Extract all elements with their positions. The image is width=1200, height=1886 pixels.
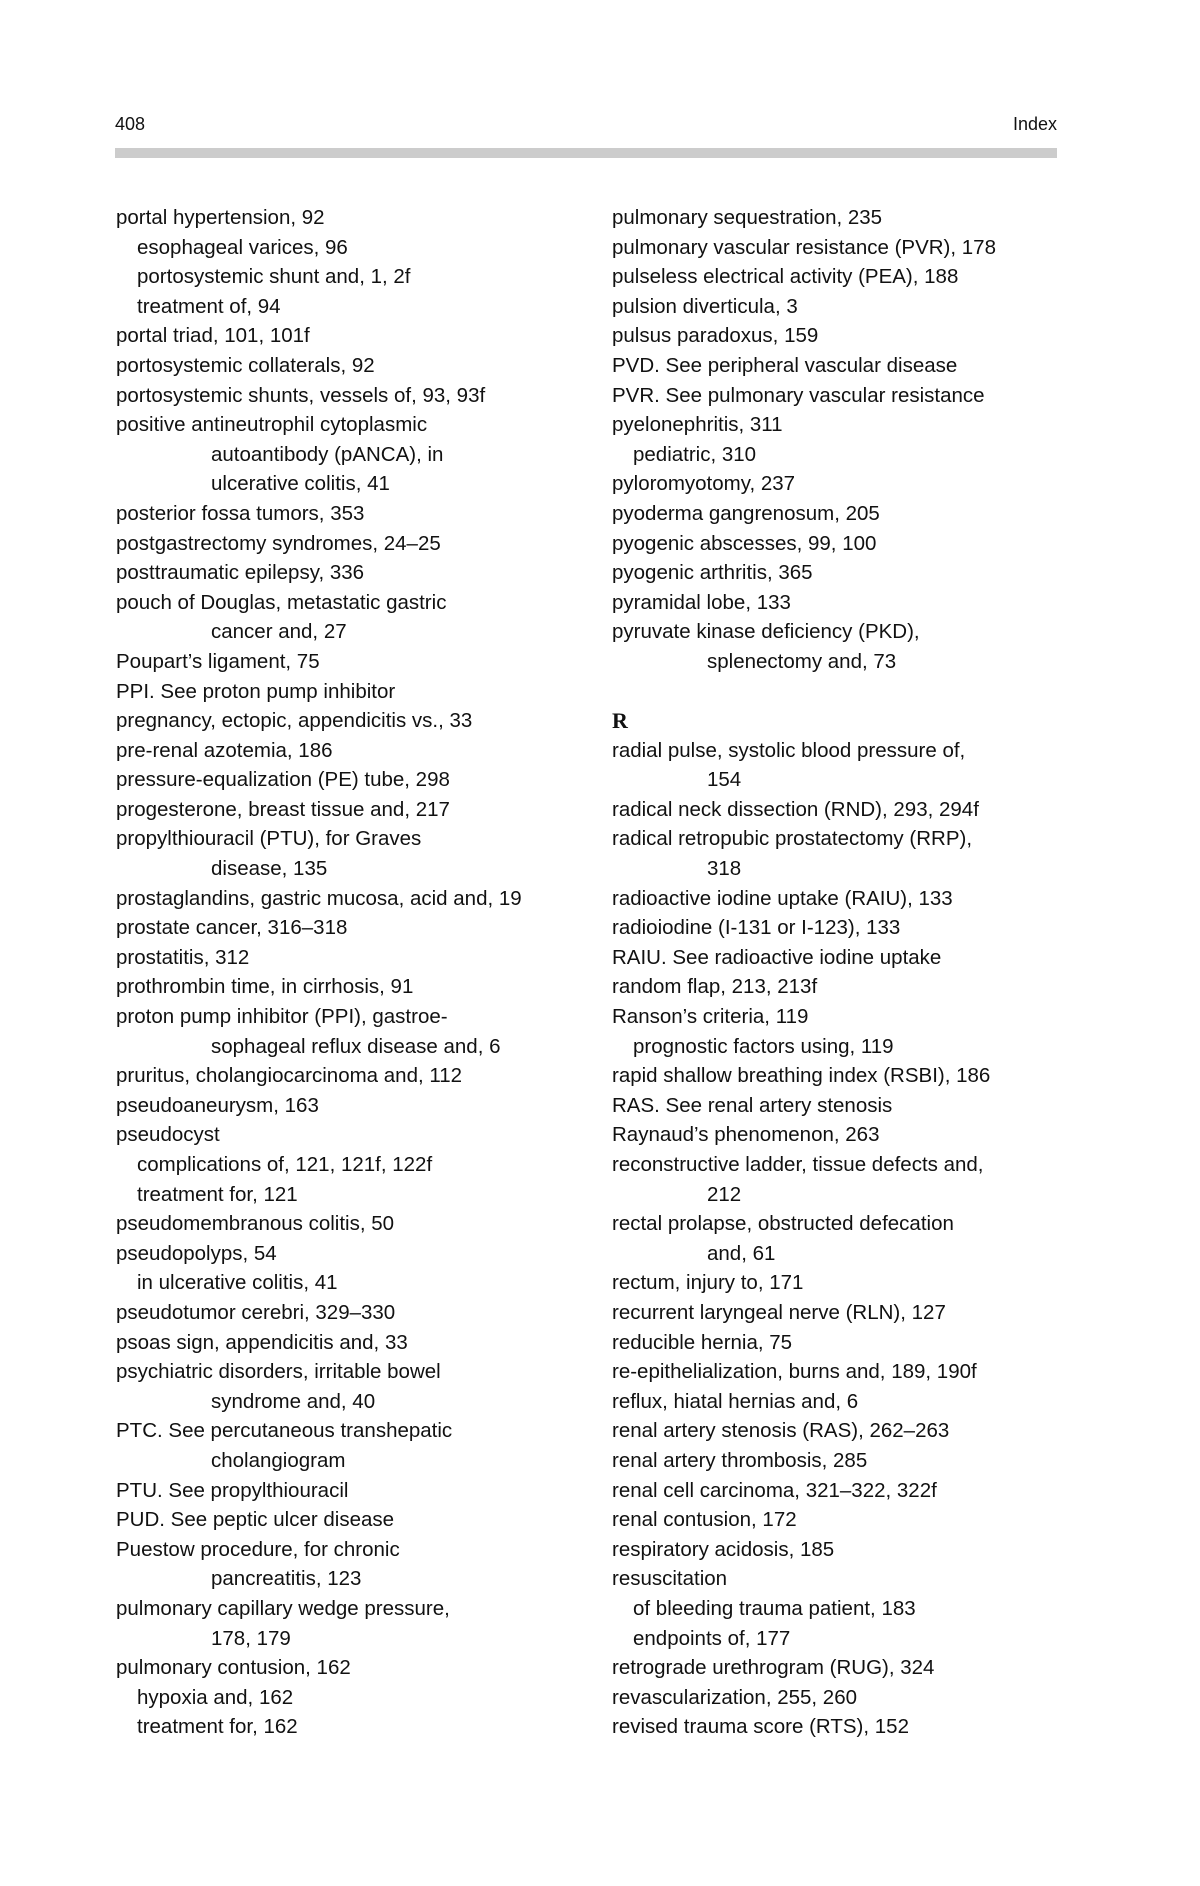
index-entry: cholangiogram	[211, 1448, 346, 1472]
index-entry: pyelonephritis, 311	[612, 413, 783, 437]
index-entry: radical neck dissection (RND), 293, 294f	[612, 797, 979, 821]
index-entry: revised trauma score (RTS), 152	[612, 1715, 909, 1739]
index-entry: prothrombin time, in cirrhosis, 91	[116, 975, 414, 999]
index-entry: pruritus, cholangiocarcinoma and, 112	[116, 1064, 463, 1088]
index-entry: pulmonary capillary wedge pressure,	[116, 1596, 450, 1620]
index-entry: reducible hernia, 75	[612, 1330, 793, 1354]
index-entry: 212	[707, 1182, 742, 1206]
index-subentry: portosystemic shunt and, 1, 2f	[137, 265, 411, 289]
index-subentry: hypoxia and, 162	[137, 1685, 294, 1709]
index-entry: portosystemic shunts, vessels of, 93, 93f	[116, 383, 486, 407]
index-entry: ulcerative colitis, 41	[211, 472, 390, 496]
index-entry: pyoderma gangrenosum, 205	[612, 501, 880, 525]
section-letter-heading: R	[612, 708, 628, 734]
index-entry: pancreatitis, 123	[211, 1567, 362, 1591]
index-entry: syndrome and, 40	[211, 1389, 376, 1413]
index-entry: reconstructive ladder, tissue defects and,	[612, 1153, 984, 1176]
index-entry: reflux, hiatal hernias and, 6	[612, 1389, 859, 1413]
index-entry: 178, 179	[211, 1626, 291, 1650]
index-entry: pyloromyotomy, 237	[612, 472, 796, 496]
index-entry: Poupart’s ligament, 75	[116, 649, 320, 673]
index-entry: portal hypertension, 92	[116, 206, 325, 229]
index-entry: splenectomy and, 73	[707, 649, 897, 673]
section-spacer	[612, 677, 1082, 707]
index-subentry: complications of, 121, 121f, 122f	[137, 1153, 433, 1176]
index-entry: pseudopolyps, 54	[116, 1241, 277, 1265]
index-entry: PUD. See peptic ulcer disease	[116, 1508, 395, 1532]
index-entry: pulsion diverticula, 3	[612, 294, 798, 318]
index-entry: pseudocyst	[116, 1123, 220, 1147]
index-entry: progesterone, breast tissue and, 217	[116, 797, 450, 821]
index-entry: disease, 135	[211, 857, 328, 881]
index-entry: pulmonary vascular resistance (PVR), 178	[612, 235, 996, 259]
index-entry: RAIU. See radioactive iodine uptake	[612, 945, 942, 969]
index-entry: retrograde urethrogram (RUG), 324	[612, 1656, 935, 1680]
index-entry: autoantibody (pANCA), in	[211, 442, 444, 466]
index-entry: 318	[707, 857, 742, 881]
index-entry: cancer and, 27	[211, 620, 347, 644]
index-entry: and, 61	[707, 1241, 776, 1265]
index-entry: portal triad, 101, 101f	[116, 324, 310, 348]
page-number: 408	[115, 114, 146, 134]
index-subentry: treatment for, 162	[137, 1715, 298, 1739]
index-entry: radioiodine (I-131 or I-123), 133	[612, 916, 901, 940]
index-entry: pulsus paradoxus, 159	[612, 324, 819, 348]
index-entry: propylthiouracil (PTU), for Graves	[116, 827, 422, 851]
index-entry: pyogenic abscesses, 99, 100	[612, 531, 877, 555]
index-entry: radial pulse, systolic blood pressure of,	[612, 738, 966, 762]
index-entry: pseudomembranous colitis, 50	[116, 1212, 395, 1236]
index-column-right	[612, 203, 1082, 1742]
index-subentry: in ulcerative colitis, 41	[137, 1271, 338, 1295]
index-entry: pressure-equalization (PE) tube, 298	[116, 768, 450, 792]
index-subentry: treatment for, 121	[137, 1182, 298, 1206]
index-entry: pulmonary sequestration, 235	[612, 206, 883, 229]
index-entry: rectal prolapse, obstructed defecation	[612, 1212, 954, 1236]
index-entry: postgastrectomy syndromes, 24–25	[116, 531, 441, 555]
index-entry: proton pump inhibitor (PPI), gastroe-	[116, 1005, 448, 1029]
index-entry: revascularization, 255, 260	[612, 1685, 858, 1709]
index-entry: renal artery thrombosis, 285	[612, 1448, 868, 1472]
index-entry: Ranson’s criteria, 119	[612, 1005, 809, 1029]
index-entry: positive antineutrophil cytoplasmic	[116, 413, 428, 437]
index-entry: prostatitis, 312	[116, 945, 250, 969]
index-entry: pseudoaneurysm, 163	[116, 1093, 319, 1117]
index-entry: renal cell carcinoma, 321–322, 322f	[612, 1478, 937, 1502]
index-entry: Puestow procedure, for chronic	[116, 1537, 400, 1561]
index-subentry: esophageal varices, 96	[137, 235, 348, 259]
index-entry: pouch of Douglas, metastatic gastric	[116, 590, 447, 614]
index-entry: PPI. See proton pump inhibitor	[116, 679, 396, 703]
index-entry: pyramidal lobe, 133	[612, 590, 791, 614]
index-subentry: endpoints of, 177	[633, 1626, 791, 1650]
index-entry: renal contusion, 172	[612, 1508, 797, 1532]
index-entry: PVD. See peripheral vascular disease	[612, 353, 958, 377]
index-entry: PTC. See percutaneous transhepatic	[116, 1419, 453, 1443]
index-entry: Raynaud’s phenomenon, 263	[612, 1123, 880, 1147]
index-entry: RAS. See renal artery stenosis	[612, 1093, 893, 1117]
index-entry: pyruvate kinase deficiency (PKD),	[612, 620, 920, 644]
index-entry: portosystemic collaterals, 92	[116, 353, 375, 377]
index-entry: PTU. See propylthiouracil	[116, 1478, 349, 1502]
index-entry: radical retropubic prostatectomy (RRP),	[612, 827, 973, 851]
index-entry: pregnancy, ectopic, appendicitis vs., 33	[116, 709, 473, 733]
index-entry: pre-renal azotemia, 186	[116, 738, 333, 762]
index-entry: PVR. See pulmonary vascular resistance	[612, 383, 985, 407]
index-subentry: of bleeding trauma patient, 183	[633, 1596, 916, 1620]
index-entry: recurrent laryngeal nerve (RLN), 127	[612, 1300, 946, 1324]
index-entry: pseudotumor cerebri, 329–330	[116, 1300, 396, 1324]
header-rule	[115, 148, 1057, 158]
index-entry: renal artery stenosis (RAS), 262–263	[612, 1419, 950, 1443]
index-entry: rectum, injury to, 171	[612, 1271, 804, 1295]
index-entry: posterior fossa tumors, 353	[116, 501, 365, 525]
index-entry: re-epithelialization, burns and, 189, 190f	[612, 1360, 977, 1384]
index-subentry: pediatric, 310	[633, 442, 757, 466]
page-header	[115, 112, 1057, 138]
index-entry: random flap, 213, 213f	[612, 975, 818, 999]
index-entry: pyogenic arthritis, 365	[612, 561, 813, 585]
index-entry: 154	[707, 768, 742, 792]
running-head: Index	[1012, 114, 1057, 134]
index-entry: pulseless electrical activity (PEA), 188	[612, 265, 959, 289]
index-entry: radioactive iodine uptake (RAIU), 133	[612, 886, 953, 910]
index-entry: prostate cancer, 316–318	[116, 916, 348, 940]
index-entry: sophageal reflux disease and, 6	[211, 1034, 501, 1058]
index-column-left	[116, 203, 586, 1742]
index-entry: psoas sign, appendicitis and, 33	[116, 1330, 408, 1354]
index-subentry: prognostic factors using, 119	[633, 1034, 894, 1058]
index-entry: resuscitation	[612, 1567, 728, 1591]
index-entry: pulmonary contusion, 162	[116, 1656, 351, 1680]
index-entry: posttraumatic epilepsy, 336	[116, 561, 365, 585]
index-entry: respiratory acidosis, 185	[612, 1537, 835, 1561]
index-entry: prostaglandins, gastric mucosa, acid and, 19	[116, 886, 522, 910]
index-entry: rapid shallow breathing index (RSBI), 186	[612, 1064, 991, 1088]
index-entry: psychiatric disorders, irritable bowel	[116, 1360, 441, 1384]
index-subentry: treatment of, 94	[137, 294, 281, 318]
